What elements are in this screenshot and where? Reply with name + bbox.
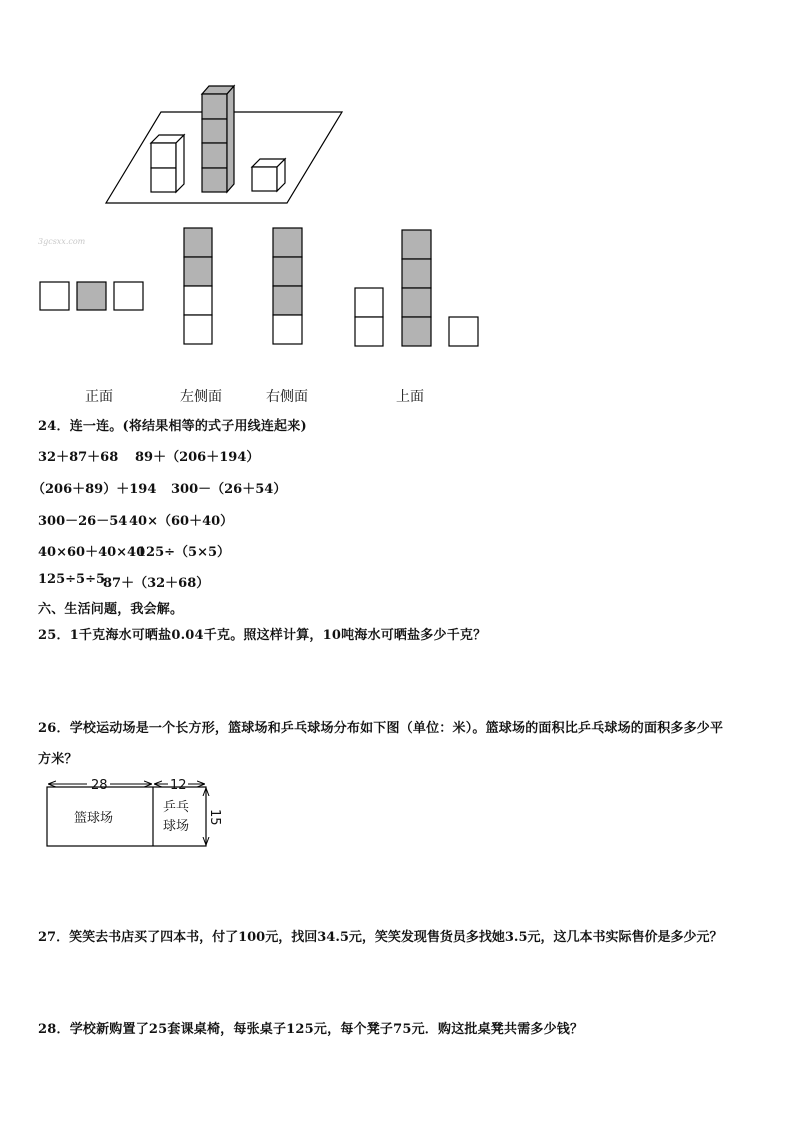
pingpong-label-1: 乒乓 [163, 800, 190, 815]
q24-row3-left: 300－26－54 [38, 514, 128, 529]
view-label-front: 正面 [85, 389, 113, 405]
q24-title: 24．连一连。(将结果相等的式子用线连起来) [38, 419, 307, 434]
q24-row3-right: 40×（60＋40） [129, 514, 234, 529]
q25-text: 25．1千克海水可晒盐0.04千克。照这样计算，10吨海水可晒盐多少千克？ [38, 628, 487, 643]
q24-row1-right: 89＋（206＋194） [135, 450, 260, 465]
q26-line2: 方米？ [38, 752, 78, 767]
dim-28-label: 28 [91, 778, 108, 793]
section6-title: 六、生活问题，我会解。 [38, 602, 184, 617]
q24-row5-left: 125÷5÷5 [38, 572, 106, 587]
q24-row5-right: 87＋（32＋68） [103, 576, 210, 591]
q24-row4-left: 40×60＋40×40 [38, 545, 146, 560]
watermark-text: 3gcsxx.com [38, 237, 86, 246]
q26-line1: 26．学校运动场是一个长方形，篮球场和乒乓球场分布如下图（单位：米）。篮球场的面积比乒乓球场的面积多多少平 [38, 721, 724, 736]
field-outline [47, 787, 206, 846]
q24-row2-left: （206＋89）＋194 [32, 482, 157, 497]
q24-row2-right: 300－（26＋54） [171, 482, 287, 497]
q24-row4-right: 125÷（5×5） [137, 545, 231, 560]
view-label-left: 左侧面 [180, 389, 222, 405]
q28-text: 28．学校新购置了25套课桌椅，每张桌子125元，每个凳子75元．购这批桌凳共需多少钱？ [38, 1022, 584, 1037]
dim-12-label: 12 [170, 778, 187, 793]
q24-row1-left: 32＋87＋68 [38, 450, 119, 465]
dim-15-label: 15 [207, 809, 222, 826]
basketball-court-label: 篮球场 [74, 811, 114, 826]
view-label-top: 上面 [396, 389, 424, 405]
view-label-right: 右侧面 [266, 389, 308, 405]
pingpong-label-2: 球场 [163, 819, 190, 834]
q27-text: 27．笑笑去书店买了四本书，付了100元，找回34.5元，笑笑发现售货员多找她3.5元，这几本书实际售价是多少元？ [38, 930, 723, 945]
